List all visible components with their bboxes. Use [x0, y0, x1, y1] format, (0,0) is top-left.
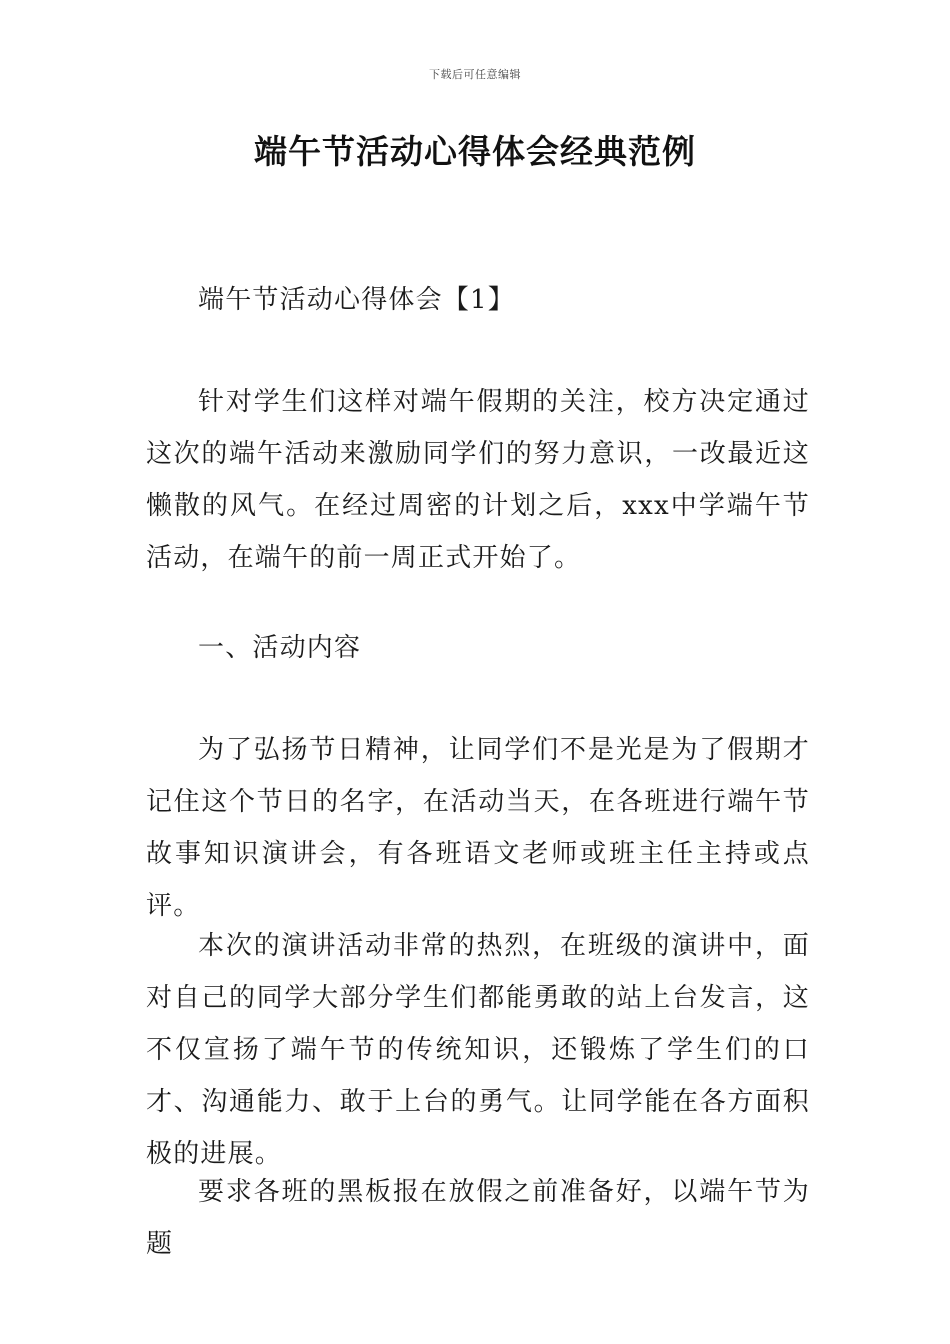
subsection-heading-text: 一、活动内容 [198, 633, 362, 663]
paragraph-text: 针对学生们这样对端午假期的关注，校方决定通过这次的端午活动来激励同学们的努力意识，一改最近这懒散的风气。在经过周密的计划之后，xxx中学端午节活动，在端午的前一周正式开始了。 [146, 387, 810, 573]
paragraph-text: 要求各班的黑板报在放假之前准备好，以端午节为题 [146, 1177, 810, 1259]
paragraph-text: 本次的演讲活动非常的热烈，在班级的演讲中，面对自己的同学大部分学生们都能勇敢的站上台发言，这不仅宣扬了端午节的传统知识，还锻炼了学生们的口才、沟通能力、敢于上台的勇气。让同学能在各方面积极的进展。 [146, 931, 810, 1169]
section-heading-text: 端午节活动心得体会【1】 [198, 285, 515, 315]
paragraph [146, 1166, 810, 1270]
paragraph-text: 为了弘扬节日精神，让同学们不是光是为了假期才记住这个节日的名字，在活动当天，在各班进行端午节故事知识演讲会，有各班语文老师或班主任主持或点评。 [146, 735, 810, 921]
subsection-heading [146, 622, 810, 674]
paragraph [146, 376, 810, 584]
document-title: 端午节活动心得体会经典范例 [254, 132, 696, 171]
paragraph [146, 724, 810, 932]
header-note: 下载后可任意编辑 [429, 68, 521, 81]
section-heading [146, 274, 810, 326]
paragraph [146, 920, 810, 1180]
